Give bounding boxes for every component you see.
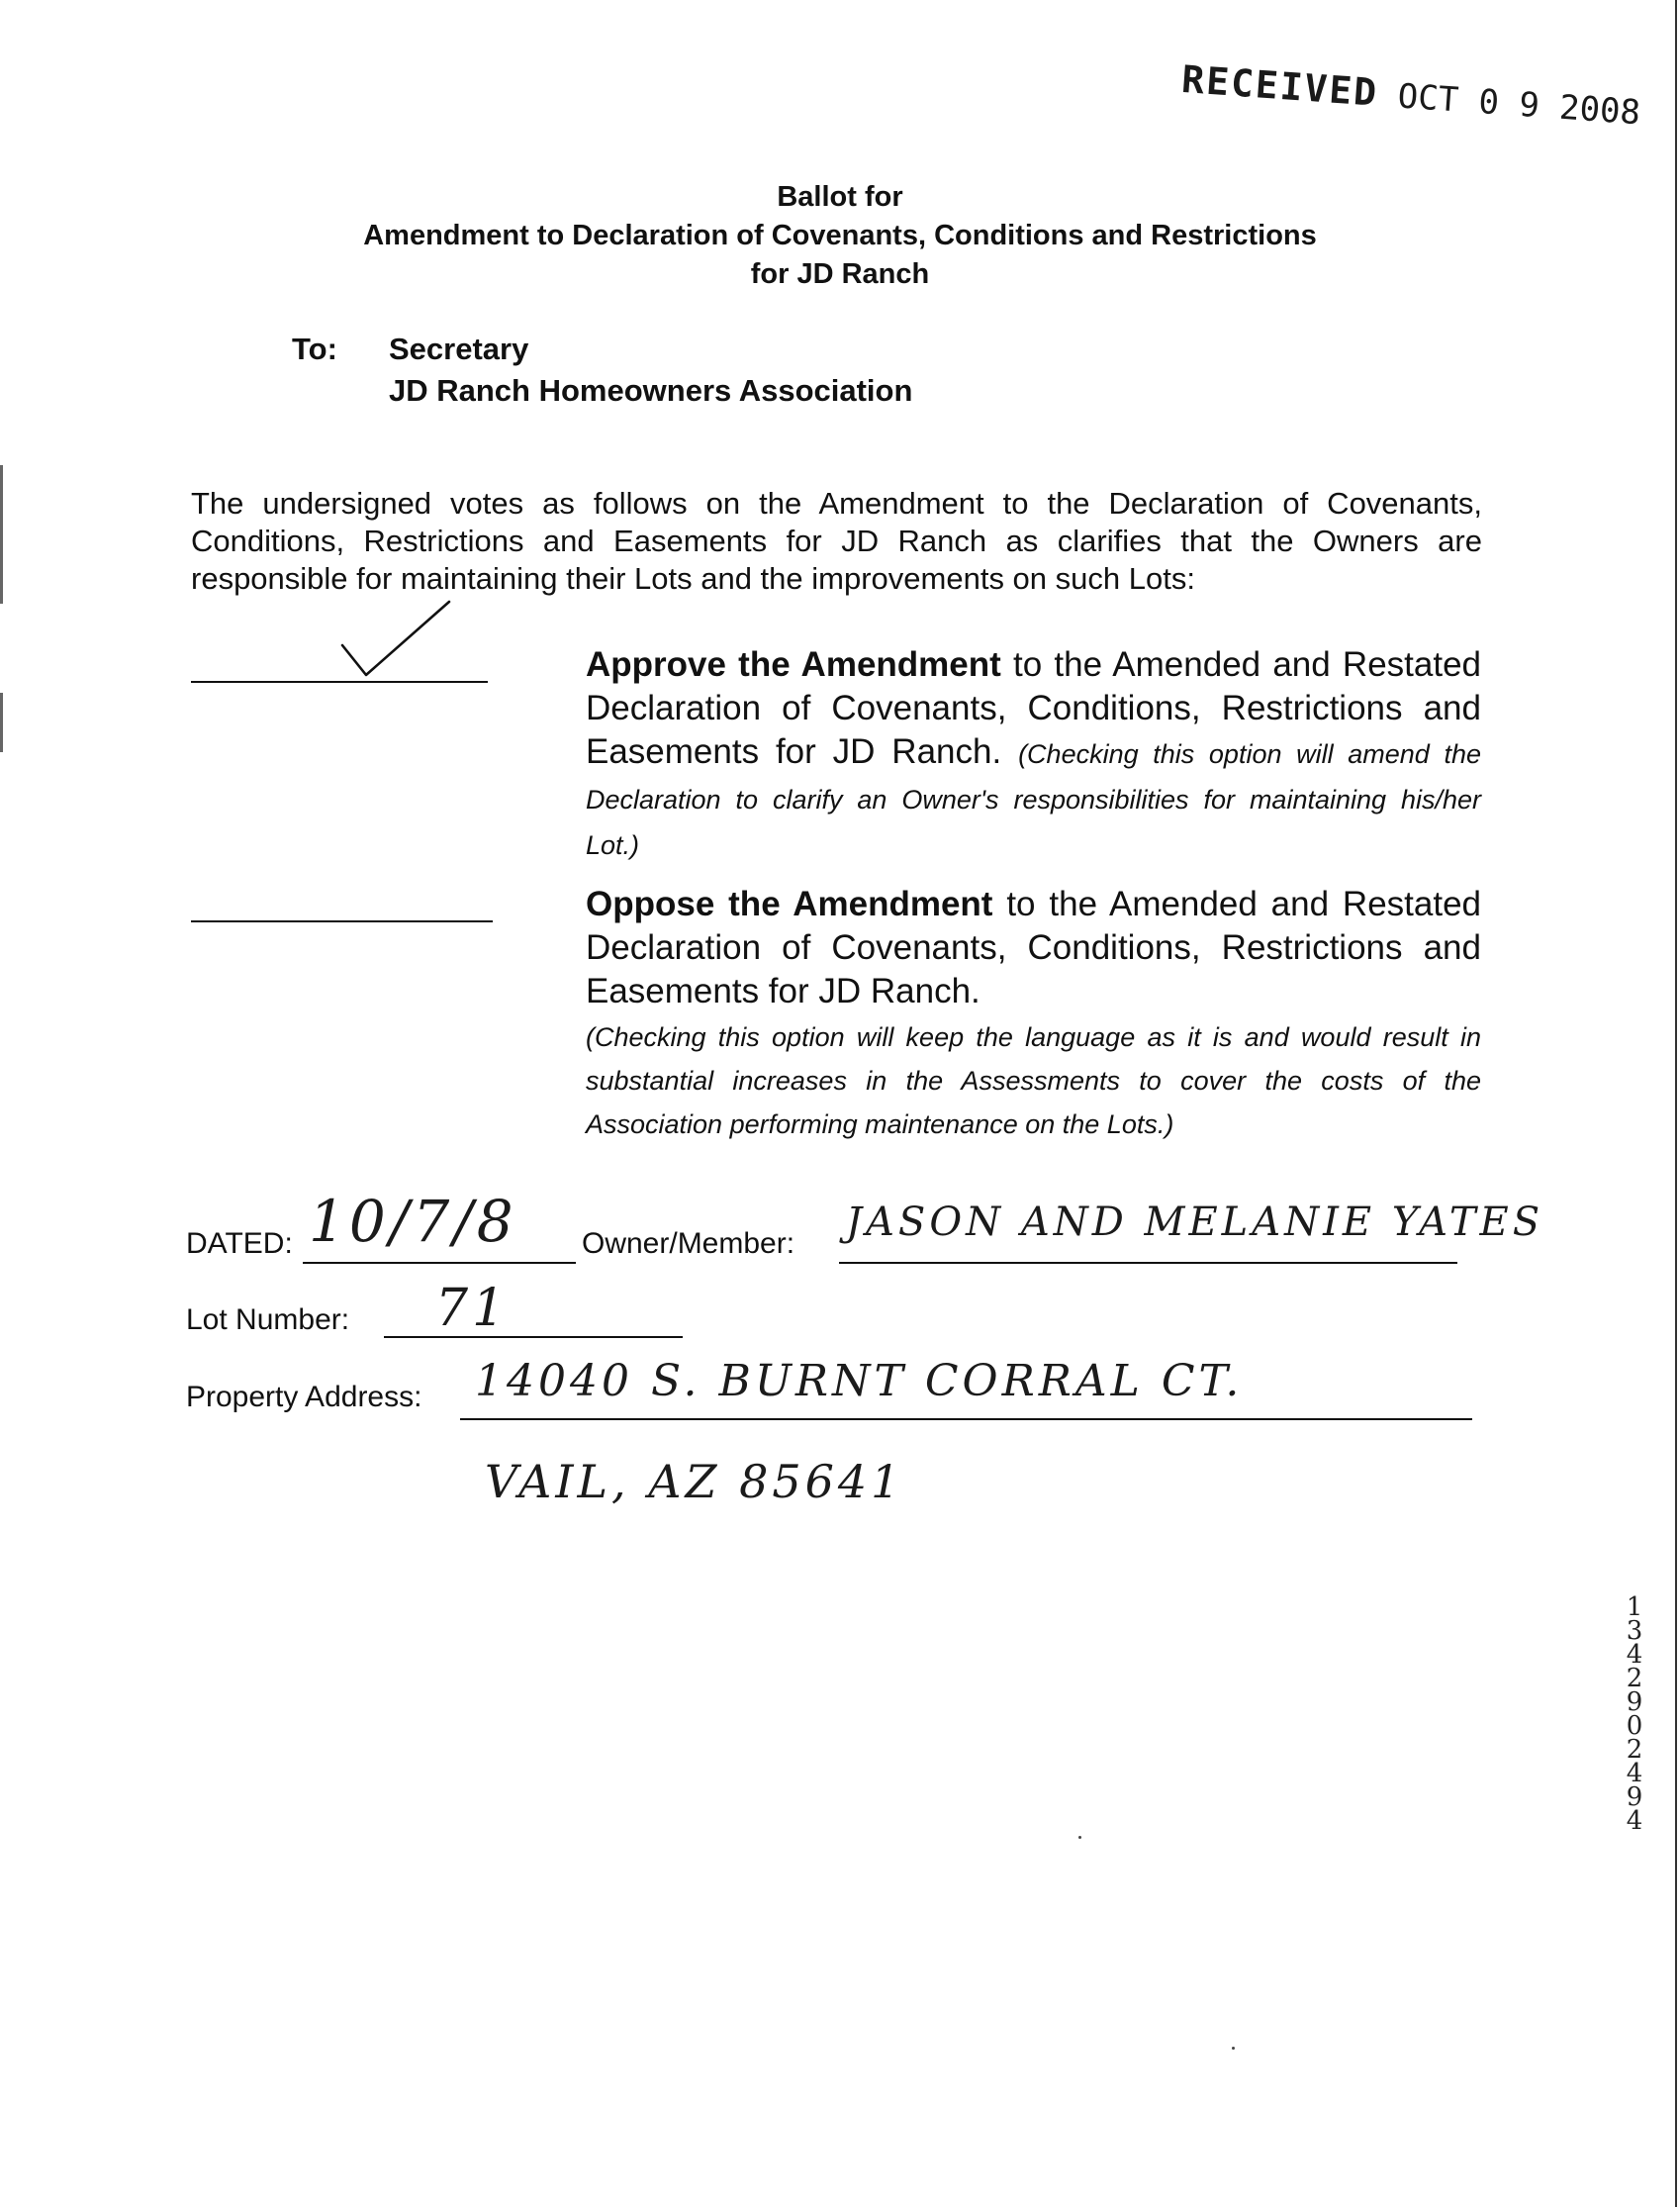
to-label: To: <box>292 332 337 366</box>
page-edge <box>1675 0 1677 2207</box>
received-stamp <box>1180 57 1642 133</box>
serial-number: 13429 02494 <box>1626 1592 1643 1836</box>
oppose-checkbox-line[interactable] <box>191 920 493 922</box>
approve-note: (Checking this option will amend the Declaration to clarify an Owner's responsibilities for maintaining his/her Lot.) <box>586 739 1481 860</box>
dated-value[interactable]: 10/7/8 <box>309 1188 517 1255</box>
intro-paragraph: The undersigned votes as follows on the Amendment to the Declaration of Covenants, Conditions, Restrictions and Easements for JD Ranch as clarifies that the Owners are responsible for maintaining their Lots and the improvements on such Lots: <box>191 486 1482 596</box>
address-line1-value[interactable]: 14040 S. BURNT CORRAL CT. <box>475 1356 1244 1406</box>
scan-edge-mark <box>0 693 3 752</box>
address-line2-value[interactable]: VAIL, AZ 85641 <box>485 1455 904 1508</box>
scan-speck <box>1232 2047 1235 2050</box>
address-line <box>460 1418 1472 1420</box>
lot-number-line <box>384 1336 683 1338</box>
scan-edge-mark <box>0 465 3 604</box>
checkmark-icon <box>336 594 455 685</box>
stamp-word: RECEIVED <box>1179 57 1380 115</box>
scan-speck <box>1078 1836 1081 1839</box>
dated-line <box>303 1262 576 1264</box>
recipient-title: Secretary <box>389 332 529 366</box>
oppose-option <box>586 883 1481 1144</box>
approve-lead: Approve the Amendment <box>586 645 1001 684</box>
dated-label: DATED: <box>186 1227 293 1260</box>
approve-option <box>586 643 1481 867</box>
stamp-date: OCT 0 9 2008 <box>1396 76 1642 134</box>
lot-number-label: Lot Number: <box>186 1303 350 1336</box>
owner-label: Owner/Member: <box>582 1227 795 1260</box>
recipient-organization: JD Ranch Homeowners Association <box>389 373 913 408</box>
address-label: Property Address: <box>186 1381 422 1413</box>
ballot-subtitle: Amendment to Declaration of Covenants, Conditions and Restrictions <box>363 220 1317 251</box>
oppose-lead: Oppose the Amendment <box>586 885 993 923</box>
oppose-note: (Checking this option will keep the language as it is and would result in substantial increases in the Assessments to cover the costs of the Association performing maintenance on the Lots.) <box>586 1022 1481 1139</box>
owner-line <box>839 1262 1457 1264</box>
oppose-text: to the Amended and Restated Declaration of Covenants, Conditions, Restrictions and Easements for JD Ranch. <box>586 885 1482 1010</box>
ballot-title: Ballot for <box>777 181 903 213</box>
ballot-subtitle-2: for JD Ranch <box>750 258 930 290</box>
owner-value[interactable]: JASON AND MELANIE YATES <box>846 1199 1544 1245</box>
approve-text: to the Amended and Restated Declaration of Covenants, Conditions, Restrictions and Easements for JD Ranch. <box>586 645 1482 771</box>
lot-number-value[interactable]: 71 <box>435 1279 510 1338</box>
